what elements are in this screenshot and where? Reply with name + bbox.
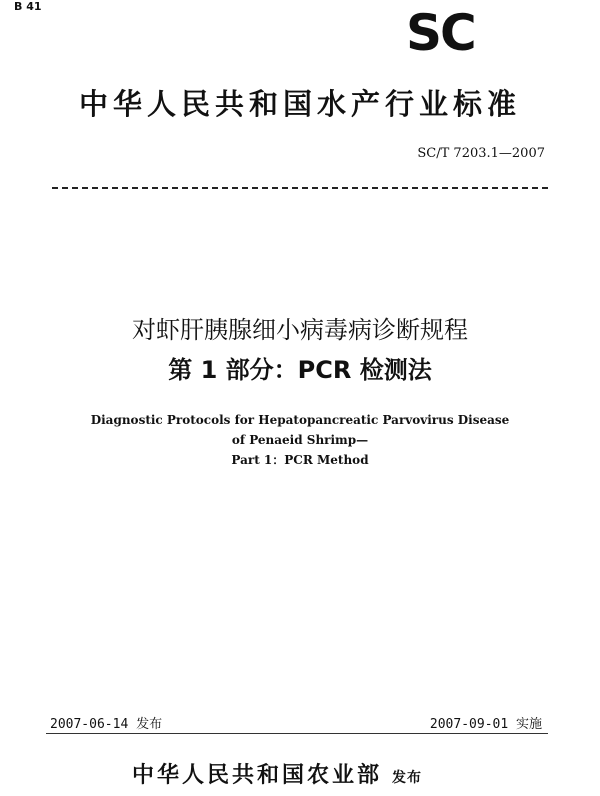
standard-category: 中华人民共和国水产行业标准 xyxy=(78,87,521,121)
publisher xyxy=(132,758,422,789)
chinese-title-line2: 第 1 部分：PCR 检测法 xyxy=(168,356,432,384)
english-title-line1: Diagnostic Protocols for Hepatopancreatic Parvovirus Disease xyxy=(90,413,510,427)
english-title-line3: Part 1：PCR Method xyxy=(231,453,369,467)
implementation-date: 2007-09-01 实施 xyxy=(429,717,542,732)
english-title xyxy=(0,410,600,470)
date-rule xyxy=(46,733,548,734)
sc-logo: SC xyxy=(406,4,475,62)
english-title-line2: of Penaeid Shrimp— xyxy=(231,433,369,447)
chinese-title-line1: 对虾肝胰腺细小病毒病诊断规程 xyxy=(132,316,468,344)
classification-code: B 41 xyxy=(14,0,42,13)
publisher-name: 中华人民共和国农业部 xyxy=(132,763,383,788)
header-rule xyxy=(52,187,548,189)
publisher-suffix: 发布 xyxy=(392,770,423,786)
issue-date: 2007-06-14 发布 xyxy=(50,717,163,732)
standard-number: SC/T 7203.1—2007 xyxy=(417,146,545,161)
